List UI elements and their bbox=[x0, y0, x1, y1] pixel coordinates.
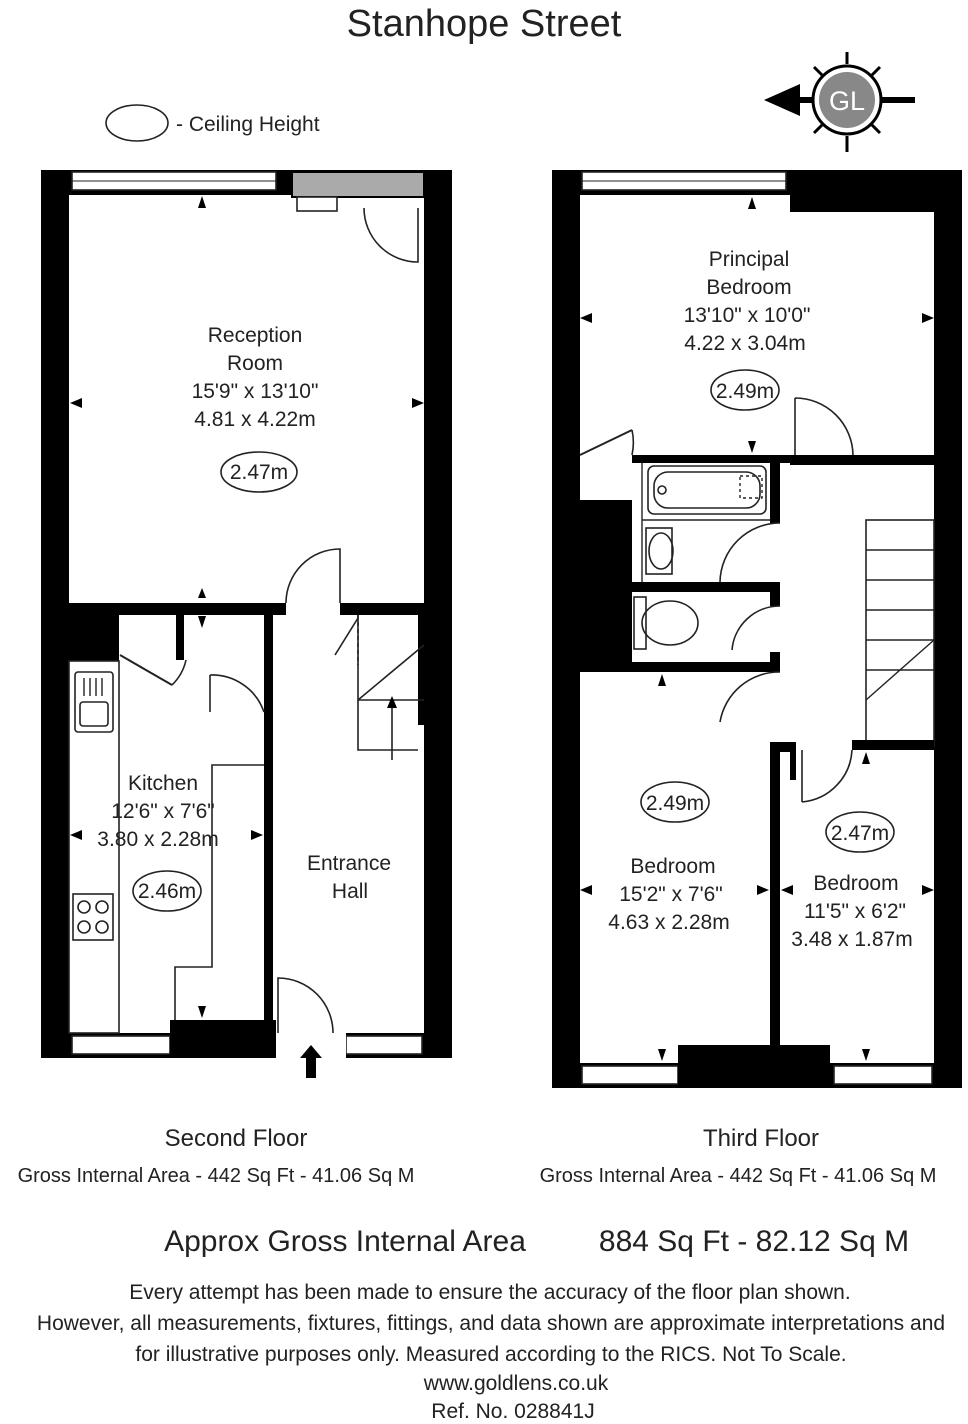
ceiling-height-legend-icon bbox=[106, 105, 168, 141]
reception-room-ceiling: 2.47m bbox=[229, 461, 289, 484]
third-floor-plan bbox=[552, 170, 962, 1088]
reception-room-name-line2: Room bbox=[226, 352, 284, 375]
toilet-icon bbox=[634, 597, 698, 649]
disclaimer-line-3: for illustrative purposes only. Measured according to the RICS. Not To Scale. bbox=[135, 1343, 847, 1366]
total-area-label: Approx Gross Internal Area bbox=[164, 1225, 526, 1258]
compass-logo-text: GL bbox=[828, 86, 866, 116]
basin-icon bbox=[646, 528, 673, 574]
bedroom-3-ceiling: 2.47m bbox=[830, 822, 890, 845]
stairs-icon bbox=[335, 615, 424, 760]
website-link[interactable]: www.goldlens.co.uk bbox=[423, 1372, 609, 1395]
disclaimer-line-1: Every attempt has been made to ensure the accuracy of the floor plan shown. bbox=[129, 1281, 851, 1304]
bedroom-3-name: Bedroom bbox=[813, 872, 899, 895]
reception-room-metric: 4.81 x 4.22m bbox=[194, 408, 316, 431]
second-floor-title: Second Floor bbox=[164, 1125, 308, 1152]
second-floor-area: Gross Internal Area - 442 Sq Ft - 41.06 Sq M bbox=[17, 1165, 415, 1187]
second-floor-plan bbox=[41, 170, 452, 1078]
entrance-hall-name-line2: Hall bbox=[331, 880, 369, 903]
third-floor-title: Third Floor bbox=[702, 1125, 820, 1152]
principal-bedroom-imperial: 13'10" x 10'0" bbox=[683, 304, 811, 327]
legend-label: - Ceiling Height bbox=[176, 113, 320, 136]
principal-bedroom-name-line1: Principal bbox=[708, 248, 790, 271]
kitchen-name: Kitchen bbox=[127, 772, 199, 795]
kitchen-ceiling: 2.46m bbox=[137, 880, 197, 903]
bedroom-2-name: Bedroom bbox=[630, 855, 716, 878]
bedroom-2-metric: 4.63 x 2.28m bbox=[608, 911, 730, 934]
stairs-icon bbox=[852, 520, 934, 750]
disclaimer-line-2: However, all measurements, fixtures, fittings, and data shown are approximate interpretations and bbox=[36, 1312, 946, 1335]
bedroom-3-metric: 3.48 x 1.87m bbox=[791, 928, 913, 951]
ceiling-height-legend bbox=[106, 105, 320, 141]
bedroom-2-ceiling: 2.49m bbox=[645, 792, 705, 815]
reception-room-imperial: 15'9" x 13'10" bbox=[191, 380, 319, 403]
bedroom-2-imperial: 15'2" x 7'6" bbox=[619, 883, 723, 906]
bedroom-3-imperial: 11'5" x 6'2" bbox=[804, 900, 906, 923]
principal-bedroom-ceiling: 2.49m bbox=[715, 380, 775, 403]
reception-room-name-line1: Reception bbox=[207, 324, 303, 347]
third-floor-area: Gross Internal Area - 442 Sq Ft - 41.06 Sq M bbox=[539, 1165, 937, 1187]
entrance-hall-name-line1: Entrance bbox=[306, 852, 392, 875]
reference-number: Ref. No. 028841J bbox=[431, 1400, 595, 1423]
kitchen-metric: 3.80 x 2.28m bbox=[97, 828, 219, 851]
bathtub-icon bbox=[648, 466, 766, 514]
kitchen-imperial: 12'6" x 7'6" bbox=[111, 800, 215, 823]
north-arrow-icon bbox=[764, 52, 915, 152]
hob-icon bbox=[73, 894, 113, 940]
principal-bedroom-name-line2: Bedroom bbox=[706, 276, 792, 299]
total-area-value: 884 Sq Ft - 82.12 Sq M bbox=[598, 1225, 910, 1258]
page-title: Stanhope Street bbox=[346, 3, 622, 45]
principal-bedroom-metric: 4.22 x 3.04m bbox=[684, 332, 806, 355]
sink-icon bbox=[75, 672, 113, 732]
